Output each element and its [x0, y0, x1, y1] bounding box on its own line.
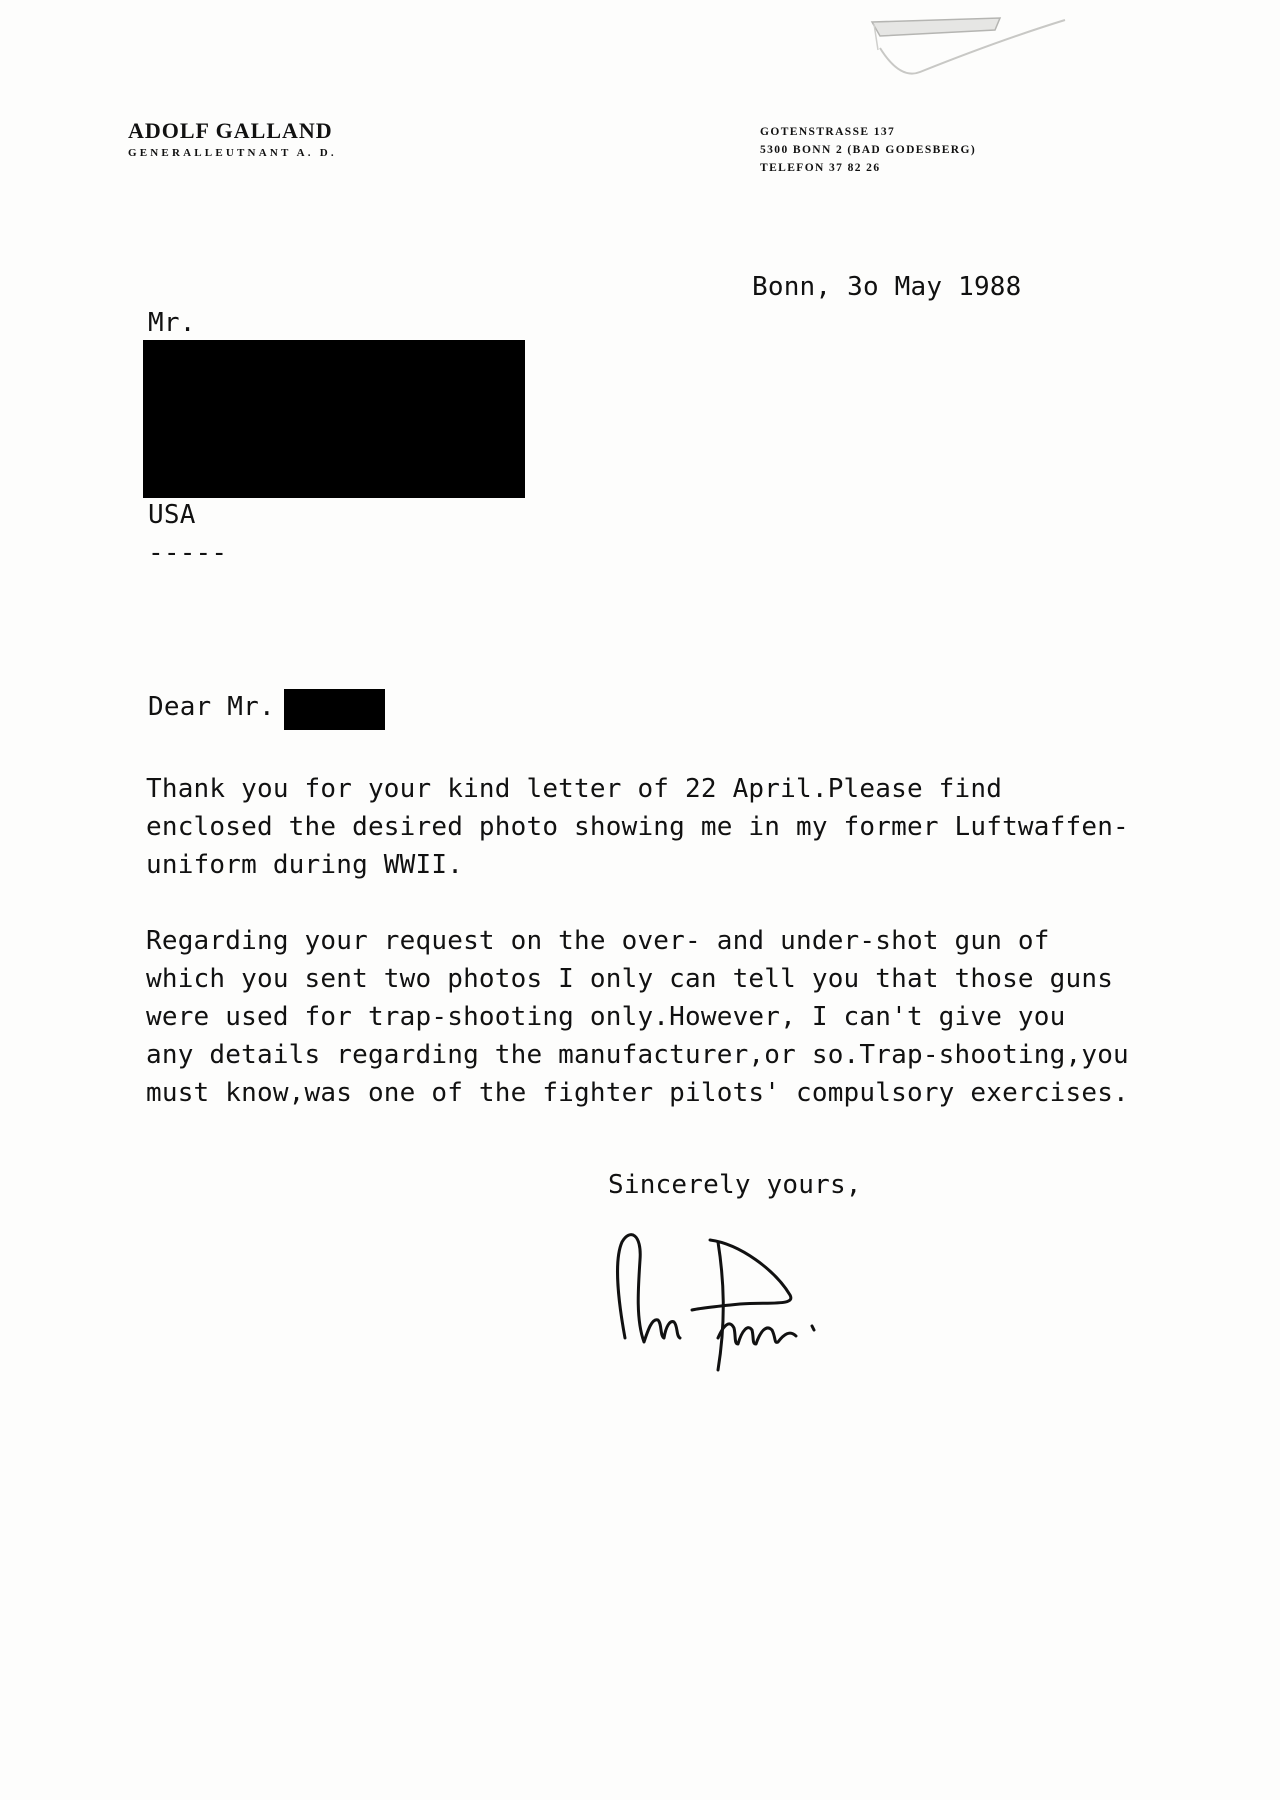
- paper-clip-mark: [860, 10, 1080, 90]
- letterhead-rank: GENERALLEUTNANT A. D.: [128, 147, 337, 159]
- handwritten-signature: [600, 1220, 870, 1380]
- address-phone: TELEFON 37 82 26: [760, 162, 881, 174]
- paragraph-line: uniform during WWII.: [146, 850, 464, 880]
- address-city: 5300 BONN 2 (BAD GODESBERG): [760, 144, 977, 156]
- address-separator: -----: [148, 538, 228, 568]
- paragraph-line: any details regarding the manufacturer,or so.Trap-shooting,you: [146, 1040, 1129, 1070]
- redacted-recipient-address: [143, 340, 525, 498]
- letterhead-address: [760, 123, 976, 177]
- closing: Sincerely yours,: [608, 1170, 862, 1200]
- letter-date: Bonn, 3o May 1988: [752, 272, 1022, 302]
- letterhead-name: ADOLF GALLAND: [128, 118, 333, 143]
- paragraph-line: were used for trap-shooting only.However, I can't give you: [146, 1002, 1066, 1032]
- body-paragraph-2: [146, 922, 1129, 1112]
- address-street: GOTENSTRASSE 137: [760, 126, 896, 138]
- recipient-country: USA: [148, 500, 196, 530]
- recipient-title: Mr.: [148, 308, 196, 338]
- paragraph-line: must know,was one of the fighter pilots' compulsory exercises.: [146, 1078, 1129, 1108]
- paragraph-line: Regarding your request on the over- and under-shot gun of: [146, 926, 1050, 956]
- redacted-recipient-name: [284, 689, 385, 730]
- paragraph-line: enclosed the desired photo showing me in my former Luftwaffen-: [146, 812, 1129, 842]
- greeting: Dear Mr.: [148, 692, 275, 722]
- body-paragraph-1: [146, 770, 1129, 884]
- paragraph-line: Thank you for your kind letter of 22 April.Please find: [146, 774, 1003, 804]
- paragraph-line: which you sent two photos I only can tell you that those guns: [146, 964, 1114, 994]
